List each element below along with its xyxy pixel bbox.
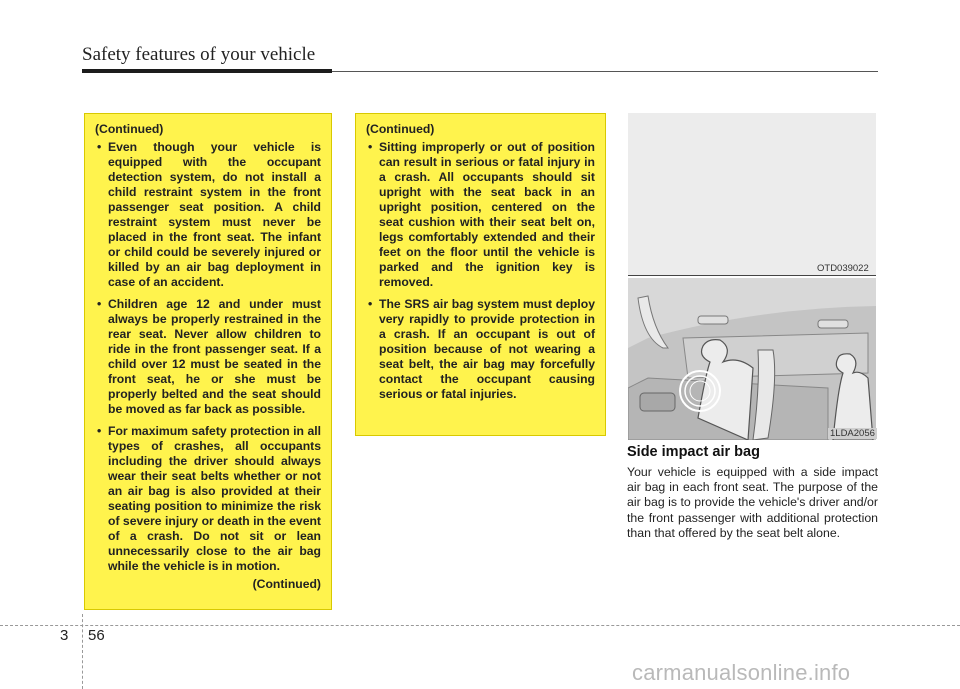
warning-item (95, 140, 321, 290)
bullet-icon: • (97, 297, 102, 311)
footer-divider (82, 614, 83, 689)
bullet-icon: • (368, 297, 373, 311)
page-number: 56 (88, 627, 105, 644)
warning-text: Sitting improperly or out of position can result in serious or fatal injury in a crash. All occupants should sit upright with the seat back in an upright position, centered on the seat cushion with their seat belt on, legs comfortably extended and their feet on the floor until the vehicle is parked and the ignition key is removed. (379, 140, 595, 289)
warning-text: For maximum safety protection in all types of crashes, all occupants including the driver should always wear their seat belts whether or not an air bag is also provided at their seating position to minimize the risk of severe injury or death in the event of a crash. Do not sit or lean unnecessarily close to the air bag while the vehicle is in motion. (108, 424, 321, 573)
page-header-title: Safety features of your vehicle (82, 44, 316, 65)
warning-text: Even though your vehicle is equipped with the occupant detection system, do not install a child restraint system in the front passenger seat position. A child restraint system must never be placed in the front seat. The infant or child could be severely injured or killed by an air bag deployment in case of an accident. (108, 140, 321, 289)
continued-label-end: (Continued) (252, 577, 321, 591)
figure-divider (628, 275, 876, 276)
warning-item (366, 297, 595, 402)
watermark: carmanualsonline.info (632, 660, 851, 685)
warning-list (366, 140, 595, 402)
warning-item (95, 297, 321, 417)
header-rule-thick (82, 69, 332, 73)
continued-label: (Continued) (95, 122, 164, 136)
chapter-number: 3 (60, 627, 69, 644)
section-body: Your vehicle is equipped with a side impact air bag in each front seat. The purpose of the air bag is to provide the vehicle's driver and/or the front passenger with additional protection than that offered by the seat belt alone. (627, 465, 878, 540)
figure-code-top: OTD039022 (817, 263, 869, 274)
figure-placeholder-top (628, 113, 876, 276)
warning-text: Children age 12 and under must always be properly restrained in the rear seat. Never allow children to ride in the front passenger seat. If a child over 12 must be seated in the front seat, he or she must be properly belted and the seat should be moved as far back as possible. (108, 297, 321, 416)
warning-text: The SRS air bag system must deploy very rapidly to provide protection in a crash. If an occupant is out of position because of not wearing a seat belt, the air bag may forcefully contact the occupant causing serious or fatal injuries. (379, 297, 595, 401)
warning-item (95, 424, 321, 574)
warning-list (95, 140, 321, 574)
header-rule-thin (332, 71, 878, 72)
bullet-icon: • (368, 140, 373, 154)
section-title: Side impact air bag (627, 444, 760, 460)
footer-rule (0, 625, 960, 626)
warning-box-middle (355, 113, 606, 436)
bullet-icon: • (97, 140, 102, 154)
continued-label: (Continued) (366, 122, 435, 136)
car-interior-illustration (628, 278, 876, 440)
warning-box-left (84, 113, 332, 610)
side-airbag-illustration (628, 278, 876, 440)
bullet-icon: • (97, 424, 102, 438)
figure-code-bottom: 1LDA2056 (830, 428, 875, 439)
warning-item (366, 140, 595, 290)
